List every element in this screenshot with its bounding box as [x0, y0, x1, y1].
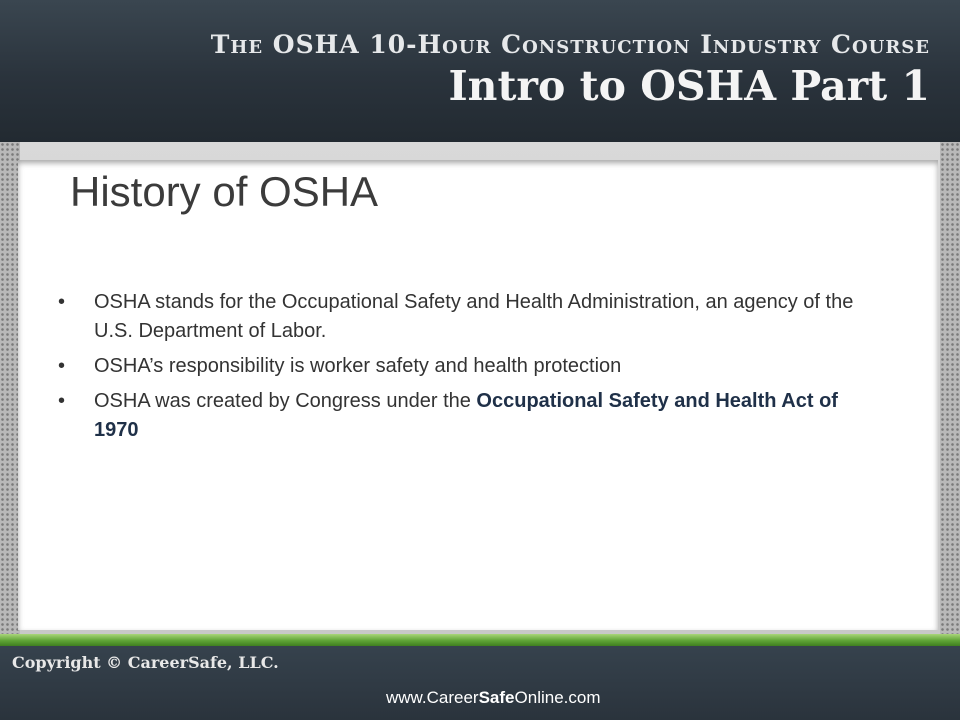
list-item: [58, 352, 878, 381]
bullet-text: OSHA’s responsibility is worker safety and health protection: [94, 355, 622, 377]
bullet-marker: •: [58, 355, 66, 377]
copyright-notice: Copyright © CareerSafe, LLC.: [12, 653, 279, 672]
website-bold: Safe: [478, 688, 515, 707]
website-prefix: www.Career: [386, 688, 479, 707]
slide-content: [18, 160, 938, 630]
bullet-bold-text: Occupational Safety and Health Act of 1970: [94, 390, 838, 441]
website-suffix: Online.com: [514, 688, 601, 707]
website-link[interactable]: [386, 688, 601, 708]
frame-rail-right: [940, 142, 960, 637]
bullet-marker: •: [58, 390, 66, 412]
frame-rail-left: [0, 142, 20, 637]
bullet-list: [58, 288, 878, 451]
module-title: Intro to OSHA Part 1: [448, 62, 930, 110]
list-item: [58, 387, 878, 445]
accent-bar: [0, 634, 960, 646]
bullet-text: OSHA stands for the Occupational Safety and Health Administration, an agency of the U.S. Department of Labor.: [94, 291, 854, 342]
footer: [0, 646, 960, 720]
list-item: [58, 288, 878, 346]
bullet-text: OSHA was created by Congress under the: [94, 390, 477, 412]
bullet-marker: •: [58, 291, 66, 313]
slide-title: History of OSHA: [70, 168, 379, 215]
course-subtitle: The OSHA 10-Hour Construction Industry Course: [210, 30, 930, 59]
header-banner: [0, 0, 960, 143]
